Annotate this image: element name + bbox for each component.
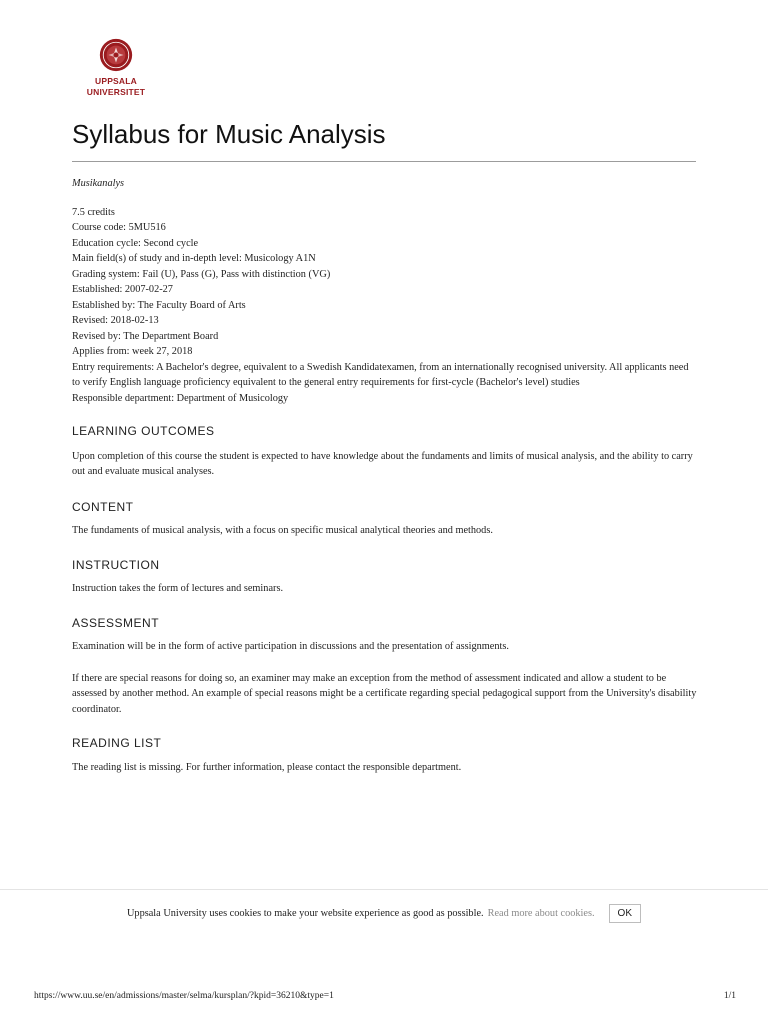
- cookie-banner: [0, 900, 768, 926]
- fact-responsible-department: Responsible department: Department of Musicology: [72, 392, 289, 404]
- cookie-info-link[interactable]: Read more about cookies.: [487, 907, 595, 919]
- section-heading: ASSESSMENT: [72, 615, 160, 630]
- fact-main-field: Main field(s) of study and in-depth level: Musicology A1N: [72, 253, 316, 264]
- course-facts: [72, 205, 698, 407]
- university-logo[interactable]: [84, 38, 148, 98]
- section-reading-list: [72, 736, 698, 775]
- fact-course-code: Course code: 5MU516: [72, 222, 166, 233]
- fact-revised: Revised: 2018-02-13: [72, 315, 159, 326]
- logo-wordmark: [84, 76, 148, 98]
- fact-entry-requirements: Entry requirements: A Bachelor's degree, equivalent to a Swedish Kandidatexamen, from an internationally recognised university. All applicants need to verify English language proficiency equivalent to the general entry requirements for first-cycle (Bachelor's level) studies: [72, 361, 689, 388]
- section-text: The fundaments of musical analysis, with a focus on specific musical analytical theories and methods.: [72, 525, 493, 536]
- section-heading: CONTENT: [72, 499, 134, 514]
- fact-education-cycle: Education cycle: Second cycle: [72, 237, 199, 249]
- section-text: If there are special reasons for doing so, an examiner may make an exception from the method of assessment indicated and allow a student to be assessed by another method. An example of special reasons might be a certificate regarding special pedagogical support from the University's disability coordinator.: [72, 672, 697, 715]
- fact-established-by: Established by: The Faculty Board of Arts: [72, 299, 246, 311]
- section-learning-outcomes: [72, 424, 698, 480]
- university-seal-icon: [99, 38, 133, 72]
- fact-established: Established: 2007-02-27: [72, 284, 173, 295]
- section-assessment: [72, 616, 698, 718]
- fact-credits: 7.5 credits: [72, 206, 115, 218]
- footer-page-number: 1/1: [723, 991, 736, 1001]
- section-instruction: [72, 558, 698, 597]
- fact-applies-from: Applies from: week 27, 2018: [72, 346, 193, 357]
- print-footer: [34, 991, 736, 1001]
- fact-revised-by: Revised by: The Department Board: [72, 330, 219, 342]
- section-text: Instruction takes the form of lectures and seminars.: [72, 583, 284, 594]
- cookie-ok-button[interactable]: OK: [609, 904, 641, 923]
- page-title: Syllabus for Music Analysis: [72, 119, 386, 149]
- section-text: The reading list is missing. For further information, please contact the responsible department.: [72, 761, 462, 773]
- section-content: [72, 500, 698, 539]
- logo-line-1: UPPSALA: [94, 76, 138, 86]
- section-heading: INSTRUCTION: [72, 557, 160, 572]
- cookie-divider: [0, 889, 768, 890]
- section-text: Upon completion of this course the student is expected to have knowledge about the fundaments and limits of musical analysis, and the ability to carry out and evaluate musical analyses.: [72, 450, 693, 477]
- section-heading: LEARNING OUTCOMES: [72, 424, 215, 438]
- footer-url: https://www.uu.se/en/admissions/master/selma/kursplan/?kpid=36210&type=1: [34, 991, 334, 1001]
- fact-grading-system: Grading system: Fail (U), Pass (G), Pass with distinction (VG): [72, 268, 331, 280]
- logo-line-2: UNIVERSITET: [86, 87, 146, 97]
- section-heading: READING LIST: [72, 736, 162, 750]
- syllabus-content: [72, 176, 698, 775]
- cookie-message: Uppsala University uses cookies to make your website experience as good as possible.: [127, 907, 484, 919]
- course-swedish-name: Musikanalys: [72, 178, 125, 189]
- section-text: Examination will be in the form of active participation in discussions and the presentation of assignments.: [72, 641, 509, 652]
- title-divider: [72, 161, 696, 162]
